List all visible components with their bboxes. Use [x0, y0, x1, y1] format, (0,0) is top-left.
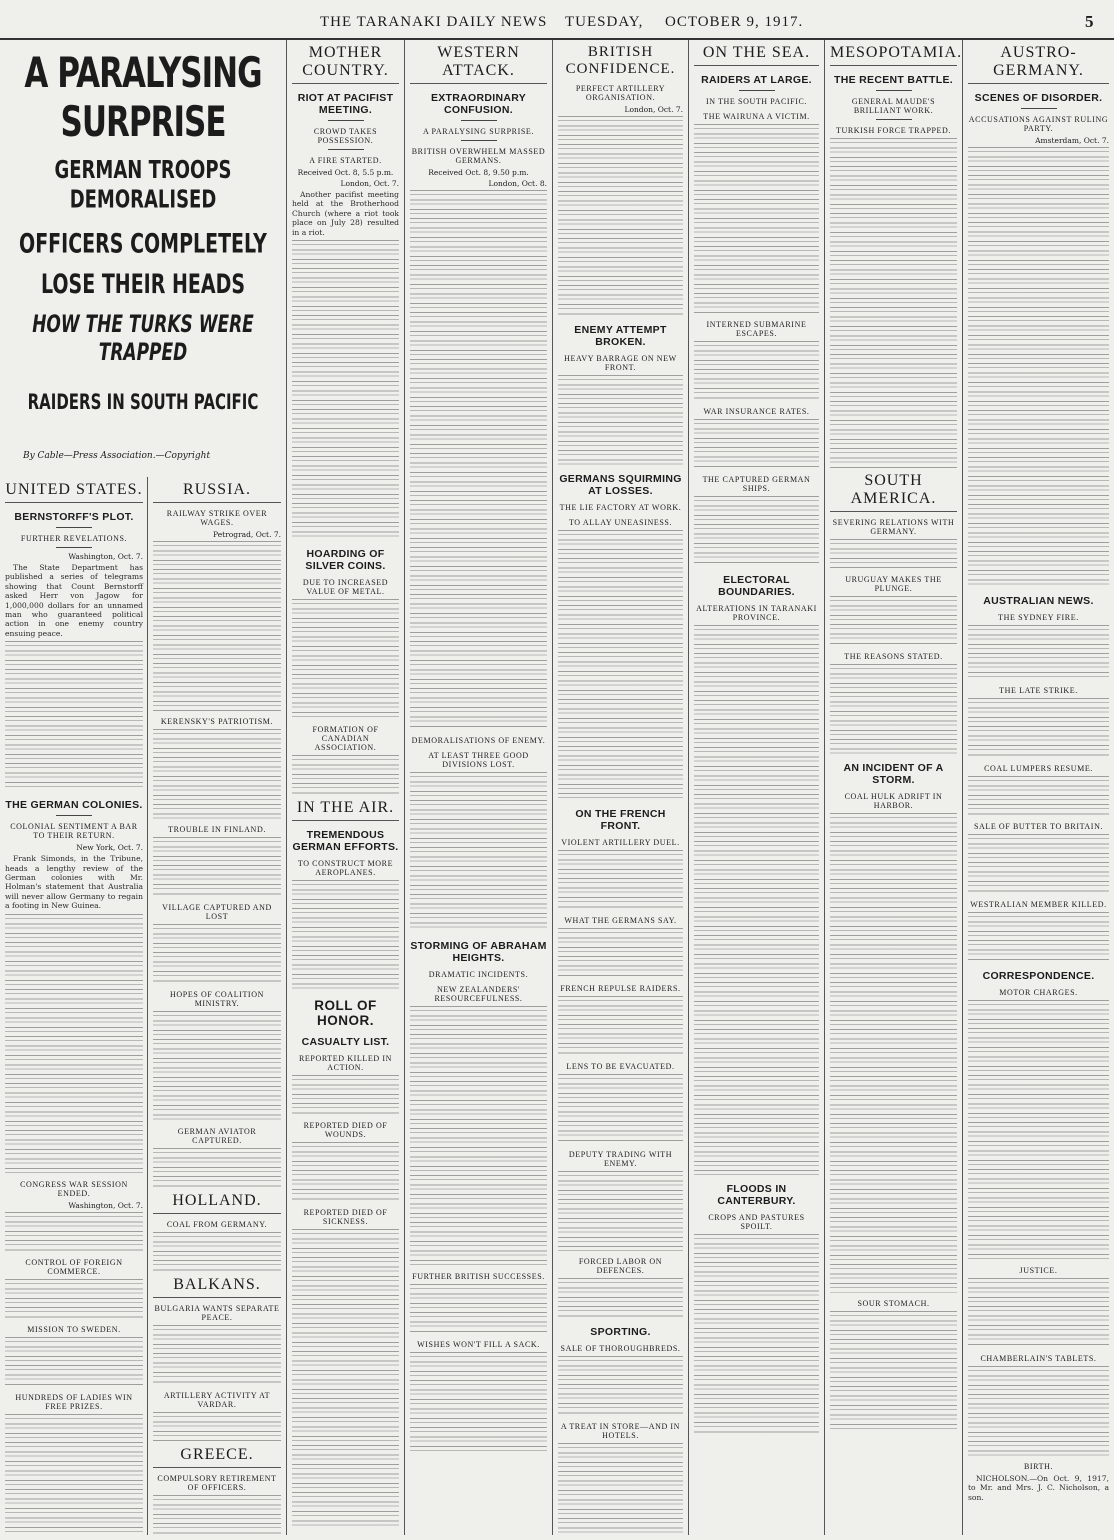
lead-headline: A PARALYSING SURPRISE — [24, 49, 262, 147]
section-in-the-air: IN THE AIR. — [292, 799, 399, 821]
subhead-overwhelm: BRITISH OVERWHELM MASSED GERMANS. — [411, 147, 546, 165]
article-text-block — [694, 124, 819, 314]
headline-australian-news: AUSTRALIAN NEWS. — [983, 595, 1094, 607]
article-text-block — [968, 625, 1109, 680]
article-text-block — [558, 530, 683, 800]
subhead-died-of-wounds: REPORTED DIED OF WOUNDS. — [303, 1121, 388, 1140]
article-paragraph: Frank Simonds, in the Tribune, heads a lengthy review of the German colonies with Mr. Holman's statement that Australia will never allow Germany to regain a footing in New Guinea. — [5, 854, 143, 911]
subhead-sydney-fire: THE SYDNEY FIRE. — [998, 613, 1079, 622]
divider — [328, 120, 364, 121]
received-line: Received Oct. 8, 5.5 p.m. — [297, 168, 394, 177]
subhead-silver: DUE TO INCREASED VALUE OF METAL. — [302, 578, 389, 597]
subhead-germans-say: WHAT THE GERMANS SAY. — [564, 916, 677, 925]
dateline: Washington, Oct. 7. — [68, 1200, 143, 1210]
section-on-the-sea: ON THE SEA. — [694, 44, 819, 66]
subhead-vardar: ARTILLERY ACTIVITY AT VARDAR. — [163, 1391, 271, 1409]
headline-floods: FLOODS IN CANTERBURY. — [717, 1183, 796, 1207]
dateline: London, Oct. 7. — [624, 105, 683, 114]
subhead-butter: SALE OF BUTTER TO BRITAIN. — [973, 822, 1104, 831]
divider — [56, 527, 92, 528]
article-text-block — [153, 1232, 281, 1272]
divider — [328, 149, 364, 150]
subhead-uruguay: URUGUAY MAKES THE PLUNGE. — [845, 575, 942, 593]
advertisement-text — [830, 1311, 957, 1431]
lead-subheadline-2: OFFICERS COMPLETELY LOSE THEIR HEADS — [19, 228, 267, 300]
article-text-block — [558, 996, 683, 1056]
lead-subheadline-4: RAIDERS IN SOUTH PACIFIC — [27, 389, 259, 415]
subhead-congress: CONGRESS WAR SESSION ENDED. — [20, 1179, 128, 1198]
article-text-block — [153, 1325, 281, 1385]
subhead-taranaki: ALTERATIONS IN TARANAKI PROVINCE. — [696, 604, 817, 622]
divider — [56, 815, 92, 816]
article-text-block — [968, 1278, 1109, 1348]
subhead-fire: A FIRE STARTED. — [309, 156, 382, 165]
article-text-block — [292, 755, 399, 795]
subhead-died-of-sickness: REPORTED DIED OF SICKNESS. — [303, 1208, 388, 1227]
article-text-block — [558, 116, 683, 316]
article-text-block — [694, 341, 819, 401]
article-text-block — [410, 1006, 547, 1266]
dateline: Washington, Oct. 7. — [68, 552, 143, 561]
subhead-bulgaria: BULGARIA WANTS SEPARATE PEACE. — [154, 1304, 280, 1322]
divider — [461, 140, 497, 141]
subhead-divisions-lost: AT LEAST THREE GOOD DIVISIONS LOST. — [428, 751, 529, 769]
article-text-block — [968, 776, 1109, 816]
subhead-motor-charges: MOTOR CHARGES. — [999, 988, 1078, 997]
newspaper-title: THE TARANAKI DAILY NEWS — [320, 14, 548, 30]
article-text-block — [292, 599, 399, 719]
article-text-block — [968, 912, 1109, 962]
received-line: Received Oct. 8, 9.50 p.m. — [428, 168, 529, 177]
article-text-block — [153, 837, 281, 897]
subhead-severing: SEVERING RELATIONS WITH GERMANY. — [832, 518, 955, 536]
masthead — [0, 0, 1114, 40]
subhead-westralian: WESTRALIAN MEMBER KILLED. — [970, 900, 1107, 909]
birth-notice: NICHOLSON.—On Oct. 9, 1917, to Mr. and Mrs. J. C. Nicholson, a son. — [968, 1474, 1109, 1502]
article-text-block — [5, 914, 143, 1174]
subhead-submarine: INTERNED SUBMARINE ESCAPES. — [706, 320, 807, 338]
casualty-names — [292, 1142, 399, 1202]
article-text-block — [830, 813, 957, 1293]
headline-french-front: ON THE FRENCH FRONT. — [575, 808, 666, 832]
article-text-block — [694, 419, 819, 469]
subhead-lens: LENS TO BE EVACUATED. — [566, 1062, 675, 1071]
headline-disorder: SCENES OF DISORDER. — [974, 92, 1103, 104]
divider — [461, 120, 497, 121]
subhead-french-raiders: FRENCH REPULSE RAIDERS. — [560, 984, 681, 993]
british-confidence-column — [553, 40, 689, 1535]
subhead-wairuna: THE WAIRUNA A VICTIM. — [703, 112, 810, 121]
article-text-block — [694, 1234, 819, 1434]
subhead-kerensky: KERENSKY'S PATRIOTISM. — [160, 717, 274, 726]
subhead-accusations: ACCUSATIONS AGAINST RULING PARTY. — [968, 115, 1109, 133]
on-the-sea-column — [689, 40, 825, 1535]
headline-abraham-heights: STORMING OF ABRAHAM HEIGHTS. — [410, 940, 547, 964]
subhead-late-strike: THE LATE STRIKE. — [999, 686, 1078, 695]
article-text-block — [5, 1337, 143, 1387]
article-text-block — [558, 850, 683, 910]
subhead-justice: JUSTICE. — [1019, 1266, 1058, 1275]
issue-date: OCTOBER 9, 1917. — [665, 14, 804, 30]
subhead-demoralisation: DEMORALISATIONS OF ENEMY. — [411, 736, 546, 745]
section-western-attack: WESTERN ATTACK. — [410, 44, 547, 84]
casualty-names — [292, 1229, 399, 1529]
advert-heading: A TREAT IN STORE—AND IN HOTELS. — [560, 1422, 681, 1440]
article-paragraph: The State Department has published a series of telegrams showing that Count Bernstorff asked Herr von Jagow for 1,000,000 dollars for an unnamed man who guaranteed political action in one enemy country ensuing peace. — [5, 563, 143, 638]
headline-sporting: SPORTING. — [590, 1326, 651, 1338]
divider — [56, 547, 92, 548]
article-text-block — [292, 240, 399, 540]
article-text-block — [410, 190, 547, 730]
subhead-forced-labor: FORCED LABOR ON DEFENCES. — [578, 1257, 663, 1275]
divider — [739, 90, 775, 91]
article-text-block — [292, 880, 399, 990]
advert-heading: CHAMBERLAIN'S TABLETS. — [980, 1354, 1097, 1363]
united-states-section — [5, 477, 143, 1535]
article-text-block — [968, 834, 1109, 894]
subhead-coal-hulk: COAL HULK ADRIFT IN HARBOR. — [844, 792, 943, 810]
article-text-block — [968, 698, 1109, 758]
article-text-block — [153, 924, 281, 984]
subhead-captured-ships: THE CAPTURED GERMAN SHIPS. — [702, 475, 811, 493]
article-text-block — [830, 596, 957, 646]
subhead-village: VILLAGE CAPTURED AND LOST — [162, 903, 272, 921]
subhead-dramatic: DRAMATIC INCIDENTS. — [428, 970, 529, 979]
subhead-paralysing: A PARALYSING SURPRISE. — [422, 127, 535, 136]
article-text-block — [558, 1074, 683, 1144]
subhead-killed: REPORTED KILLED IN ACTION. — [299, 1054, 392, 1073]
article-text-block — [153, 1412, 281, 1442]
subhead-aeroplanes: TO CONSTRUCT MORE AEROPLANES. — [297, 859, 394, 878]
headline-casualty-list: CASUALTY LIST. — [301, 1036, 390, 1049]
letter-text-block — [968, 1000, 1109, 1260]
article-paragraph: Another pacifist meeting held at the Brotherhood Church (where a riot took place on July 28) resulted in a riot. — [292, 190, 399, 237]
divider — [876, 119, 912, 120]
subhead-thoroughbreds: SALE OF THOROUGHBREDS. — [560, 1344, 681, 1353]
subhead-new-zealanders: NEW ZEALANDERS' RESOURCEFULNESS. — [434, 985, 523, 1003]
advert-heading: SOUR STOMACH. — [857, 1299, 930, 1308]
article-text-block — [410, 772, 547, 932]
headline-silver-coins: HOARDING OF SILVER COINS. — [305, 548, 386, 573]
subhead-free-prizes: HUNDREDS OF LADIES WIN FREE PRIZES. — [15, 1392, 133, 1411]
subhead-coalition: HOPES OF COALITION MINISTRY. — [170, 990, 264, 1008]
byline: By Cable—Press Association.—Copyright — [23, 451, 211, 461]
article-text-block — [5, 641, 143, 791]
subhead-retirement: COMPULSORY RETIREMENT OF OFFICERS. — [157, 1474, 277, 1492]
article-text-block — [830, 664, 957, 754]
subhead-maude: GENERAL MAUDE'S BRILLIANT WORK. — [851, 97, 936, 115]
subhead-turkish-trapped: TURKISH FORCE TRAPPED. — [835, 126, 952, 135]
article-text-block — [558, 1171, 683, 1251]
article-text-block — [558, 1278, 683, 1318]
dateline: New York, Oct. 7. — [76, 843, 143, 853]
subhead-south-pacific: IN THE SOUTH PACIFIC. — [705, 97, 808, 106]
section-roll-of-honor: ROLL OF HONOR. — [314, 998, 377, 1029]
subhead-colonial-sentiment: COLONIAL SENTIMENT A BAR TO THEIR RETURN. — [10, 822, 138, 841]
subhead-railway-strike: RAILWAY STRIKE OVER WAGES. — [166, 509, 268, 527]
subhead-coal-germany: COAL FROM GERMANY. — [166, 1220, 268, 1229]
subhead-artillery-duel: VIOLENT ARTILLERY DUEL. — [561, 838, 680, 847]
section-mother-country: MOTHER COUNTRY. — [292, 44, 399, 84]
section-russia: RUSSIA. — [153, 481, 281, 503]
article-text-block — [153, 1011, 281, 1121]
subhead-reasons: THE REASONS STATED. — [844, 652, 943, 661]
lead-column — [0, 40, 287, 1535]
section-greece: GREECE. — [153, 1446, 281, 1468]
headline-recent-battle: THE RECENT BATTLE. — [834, 74, 953, 86]
headline-enemy-attempt: ENEMY ATTEMPT BROKEN. — [574, 324, 667, 348]
article-text-block — [5, 1212, 143, 1252]
article-text-block — [968, 147, 1109, 587]
subhead-further-successes: FURTHER BRITISH SUCCESSES. — [412, 1272, 545, 1281]
article-text-block — [558, 928, 683, 978]
western-attack-column — [405, 40, 553, 1535]
article-text-block — [694, 625, 819, 1175]
issue-day: TUESDAY, — [565, 14, 644, 30]
headline-riot: RIOT AT PACIFIST MEETING. — [297, 92, 394, 116]
subhead-finland: TROUBLE IN FINLAND. — [168, 825, 266, 834]
article-text-block — [558, 375, 683, 465]
subhead-barrage: HEAVY BARRAGE ON NEW FRONT. — [564, 354, 677, 372]
section-balkans: BALKANS. — [153, 1276, 281, 1298]
section-south-america: SOUTH AMERICA. — [830, 472, 957, 512]
dateline: Petrograd, Oct. 7. — [213, 530, 281, 539]
austro-germany-column — [963, 40, 1114, 1535]
lead-subheadline-1: GERMAN TROOPS DEMORALISED — [54, 155, 232, 215]
headline-squirming: GERMANS SQUIRMING AT LOSSES. — [559, 473, 682, 497]
mother-country-column — [287, 40, 405, 1535]
advert-heading: WISHES WON'T FILL A SACK. — [417, 1340, 540, 1349]
dateline: Amsterdam, Oct. 7. — [1035, 136, 1109, 145]
section-british-confidence: BRITISH CONFIDENCE. — [565, 44, 676, 77]
page-number: 5 — [1085, 12, 1094, 31]
advertisement-text — [968, 1366, 1109, 1456]
article-text-block — [410, 1284, 547, 1334]
article-text-block — [153, 729, 281, 819]
article-text-block — [830, 138, 957, 468]
lead-subcolumns — [5, 477, 281, 1535]
subhead-mission-sweden: MISSION TO SWEDEN. — [27, 1324, 121, 1334]
dateline: London, Oct. 7. — [340, 179, 399, 188]
headline-confusion: EXTRAORDINARY CONFUSION. — [430, 92, 527, 116]
subhead-uneasiness: TO ALLAY UNEASINESS. — [568, 518, 673, 527]
article-text-block — [5, 1279, 143, 1319]
advertisement-text — [558, 1443, 683, 1535]
article-text-block — [153, 541, 281, 711]
headline-german-efforts: TREMENDOUS GERMAN EFFORTS. — [292, 829, 399, 854]
divider — [876, 90, 912, 91]
russia-section — [147, 477, 281, 1535]
section-mesopotamia: MESOPOTAMIA. — [830, 44, 957, 66]
section-holland: HOLLAND. — [153, 1192, 281, 1214]
advertisement-text — [410, 1352, 547, 1452]
subhead-crowd: CROWD TAKES POSSESSION. — [313, 127, 378, 145]
subhead-coal-lumpers: COAL LUMPERS RESUME. — [984, 764, 1093, 773]
headline-electoral: ELECTORAL BOUNDARIES. — [718, 574, 795, 598]
article-text-block — [694, 496, 819, 566]
dateline: London, Oct. 8. — [488, 179, 547, 188]
advertisement-text — [5, 1414, 143, 1535]
subhead-aviator: GERMAN AVIATOR CAPTURED. — [177, 1127, 257, 1145]
mesopotamia-column — [825, 40, 963, 1535]
divider — [1021, 108, 1057, 109]
section-austro-germany: AUSTRO-GERMANY. — [968, 44, 1109, 84]
lead-subheadline-3: HOW THE TURKS WERE TRAPPED — [32, 311, 254, 367]
article-text-block — [830, 539, 957, 569]
subhead-war-insurance: WAR INSURANCE RATES. — [703, 407, 810, 416]
section-united-states: UNITED STATES. — [5, 481, 143, 503]
subhead-crops: CROPS AND PASTURES SPOILT. — [708, 1213, 805, 1231]
subhead-canadian: FORMATION OF CANADIAN ASSOCIATION. — [312, 725, 379, 753]
subhead-lie-factory: THE LIE FACTORY AT WORK. — [559, 503, 682, 512]
subhead-foreign-commerce: CONTROL OF FOREIGN COMMERCE. — [25, 1257, 123, 1276]
headline-raiders-at-large: RAIDERS AT LARGE. — [701, 74, 812, 86]
subhead-further-revelations: FURTHER REVELATIONS. — [20, 534, 128, 543]
headline-storm: AN INCIDENT OF A STORM. — [843, 762, 944, 786]
casualty-names — [292, 1075, 399, 1115]
subhead-deputy: DEPUTY TRADING WITH ENEMY. — [568, 1150, 673, 1168]
headline-german-colonies: THE GERMAN COLONIES. — [5, 799, 143, 812]
headline-bernstorff: BERNSTORFF'S PLOT. — [14, 511, 134, 523]
subhead-birth: BIRTH. — [1023, 1462, 1054, 1471]
headline-correspondence: CORRESPONDENCE. — [982, 970, 1095, 982]
article-text-block — [558, 1356, 683, 1416]
article-text-block — [153, 1148, 281, 1188]
subhead-artillery: PERFECT ARTILLERY ORGANISATION. — [575, 84, 666, 102]
article-text-block — [153, 1495, 281, 1535]
